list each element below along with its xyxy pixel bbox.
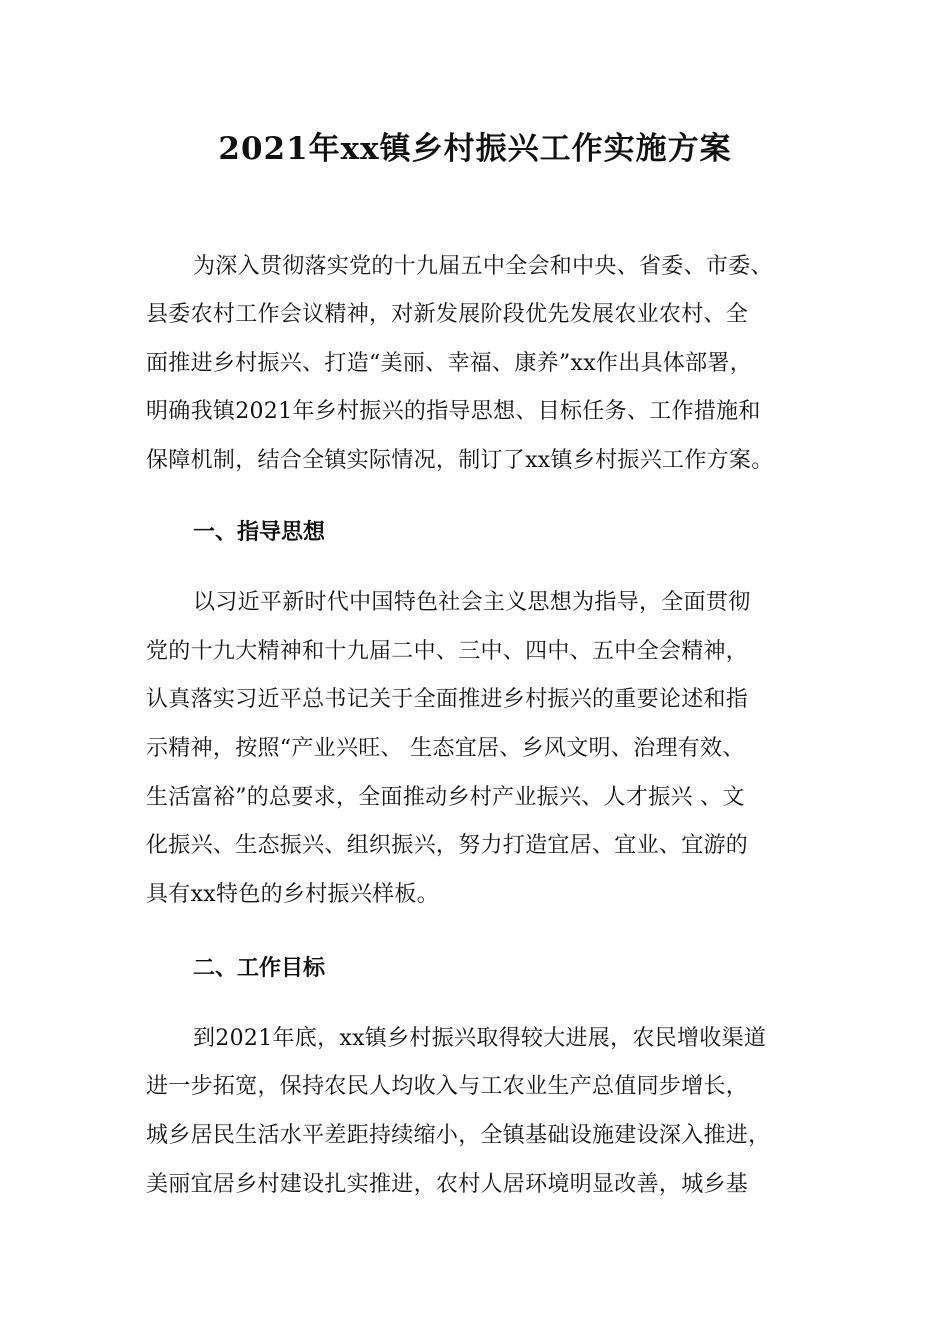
section1-line-2: 党的十九大精神和十九届二中、三中、四中、五中全会精神， — [146, 639, 749, 664]
section1-line-5: 生活富裕”的总要求，全面推动乡村产业振兴、人才振兴 、文 — [146, 785, 745, 810]
section1-line-3: 认真落实习近平总书记关于全面推进乡村振兴的重要论述和指 — [146, 687, 749, 712]
intro-line-1: 为深入贯彻落实党的十九届五中全会和中央、省委、市委、 — [193, 254, 773, 279]
intro-line-3: 面推进乡村振兴、打造“美丽、幸福、康养”xx作出具体部署， — [146, 351, 753, 376]
section1-line-1: 以习近平新时代中国特色社会主义思想为指导，全面贯彻 — [193, 590, 751, 615]
intro-line-5: 保障机制，结合全镇实际情况，制订了xx镇乡村振兴工作方案。 — [146, 448, 774, 473]
section2-line-3: 城乡居民生活水平差距持续缩小，全镇基础设施建设深入推进， — [146, 1123, 771, 1148]
section1-line-6: 化振兴、生态振兴、组织振兴，努力打造宜居、宜业、宜游的 — [146, 833, 749, 858]
document-title: 2021年xx镇乡村振兴工作实施方案 — [218, 131, 732, 167]
section1-line-4: 示精神，按照“产业兴旺、 生态宜居、乡风文明、治理有效、 — [146, 736, 745, 761]
section1-line-7: 具有xx特色的乡村振兴样板。 — [146, 882, 440, 907]
section2-line-2: 进一步拓宽，保持农民人均收入与工农业生产总值同步增长， — [146, 1074, 749, 1099]
section-heading-work-goals: 二、工作目标 — [193, 955, 326, 981]
intro-line-2: 县委农村工作会议精神，对新发展阶段优先发展农业农村、全 — [146, 302, 749, 327]
section2-line-1: 到2021年底，xx镇乡村振兴取得较大进展，农民增收渠道 — [193, 1026, 767, 1051]
intro-line-4: 明确我镇2021年乡村振兴的指导思想、目标任务、工作措施和 — [146, 399, 761, 424]
section2-line-4: 美丽宜居乡村建设扎实推进，农村人居环境明显改善，城乡基 — [146, 1172, 749, 1197]
section-heading-guiding-ideology: 一、指导思想 — [193, 519, 326, 545]
